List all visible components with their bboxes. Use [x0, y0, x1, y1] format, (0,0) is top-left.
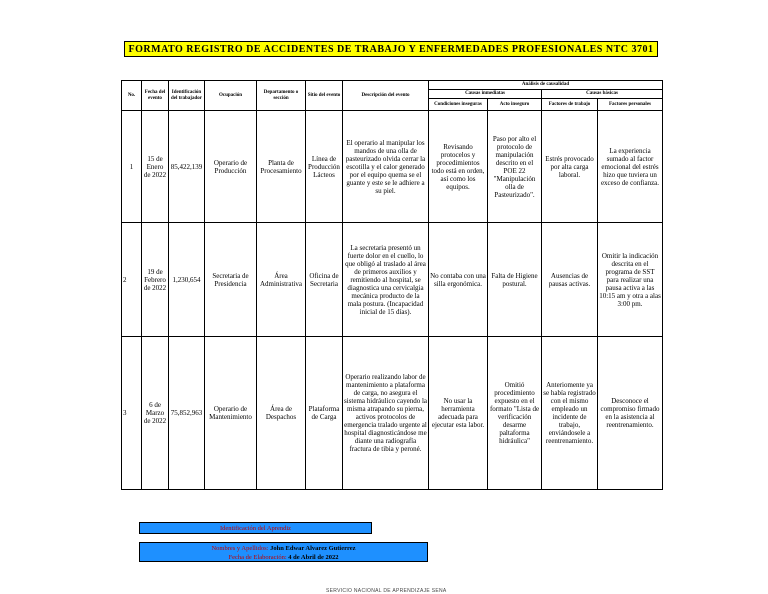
unsafe-condition: No usar la herramienta adecuada para ejecutar esta labor.	[429, 337, 488, 490]
worker-id: 1,230,654	[169, 223, 205, 337]
table-row	[122, 223, 663, 337]
date-label: Fecha de Elaboración:	[228, 554, 287, 561]
header-descripcion: Descripción del evento	[343, 81, 429, 111]
work-factor: Anteriomente ya se había registrado con el mismo empleado un incidente de trabajo, enviándosele a reentrenamiento.	[542, 337, 598, 490]
apprentice-section-title: Identificación del Aprendiz	[139, 522, 372, 534]
date-line	[140, 553, 427, 562]
event-site: Oficina de Secretaria	[306, 223, 343, 337]
name-line	[140, 544, 427, 553]
personal-factor: Omitir la indicación descrita en el programa de SST para realizar una pausa activa a las 10:15 am y otra a alas 3:00 pm.	[598, 223, 663, 337]
department: Planta de Procesamiento	[257, 111, 306, 223]
form-title: FORMATO REGISTRO DE ACCIDENTES DE TRABAJO Y ENFERMEDADES PROFESIONALES NTC 3701	[124, 41, 658, 57]
work-factor: Ausencias de pausas activas.	[542, 223, 598, 337]
date-value: 4 de Abril de 2022	[288, 554, 339, 561]
header-analisis: Análisis de causalidad	[429, 81, 663, 90]
name-label: Nombres y Apellidos:	[211, 545, 269, 552]
header-condiciones: Condiciones inseguras	[429, 99, 488, 111]
unsafe-condition: Revisando protocelos y procedimientos todo está en orden, así como los equipos.	[429, 111, 488, 223]
event-description: Operario realizando labor de mantenimiento a plataforma de carga, no asegura el sistema hidráulico cayendo la misma atrapando su pierna, activos protocolos de emergencia tralado urgente al hospital diagnosticándose me diante una radiografía fractura de tibia y peroné.	[343, 337, 429, 490]
header-actos: Acto inseguro	[488, 99, 542, 111]
header-row-analysis	[122, 81, 663, 90]
event-site: Línea de Producción Lácteos	[306, 111, 343, 223]
personal-factor: La experiencia sumado al factor emocional del estrés hizo que tuviera un exceso de confianza.	[598, 111, 663, 223]
header-causas-basicas: Causas básicas	[542, 90, 663, 99]
header-no: No.	[122, 81, 142, 111]
event-date: 15 de Enero de 2022	[142, 111, 169, 223]
header-causas-inmediatas: Causas inmediatas	[429, 90, 542, 99]
event-site: Plataforma de Carga	[306, 337, 343, 490]
apprentice-info-box	[139, 542, 428, 562]
header-factores-personales: Factores personales	[598, 99, 663, 111]
accident-register-table	[121, 80, 663, 490]
table-row	[122, 337, 663, 490]
occupation: Operario de Mantenimiento	[205, 337, 257, 490]
event-description: La secretaria presentó un fuerte dolor en el cuello, lo que obligó al traslado al área de primeros auxilios y remitiendo al hospital, se diagnostica una cervicalgia mecánica producto de la mala postura. (Incapacidad inicial de 15 días).	[343, 223, 429, 337]
name-value: John Edwar Alvarez Gutierrez	[270, 545, 356, 552]
header-identificacion: Identificación del trabajador	[169, 81, 205, 111]
header-ocupacion: Ocupación	[205, 81, 257, 111]
header-departamento: Departamento o sección	[257, 81, 306, 111]
occupation: Operario de Producción	[205, 111, 257, 223]
department: Área Administrativa	[257, 223, 306, 337]
unsafe-condition: No contaba con una silla ergonómica.	[429, 223, 488, 337]
occupation: Secretaria de Presidencia	[205, 223, 257, 337]
header-sitio: Sitio del evento	[306, 81, 343, 111]
worker-id: 75,852,963	[169, 337, 205, 490]
department: Área de Despachos	[257, 337, 306, 490]
row-number: 1	[122, 111, 142, 223]
event-date: 6 de Marzo de 2022	[142, 337, 169, 490]
unsafe-act: Falta de Higiene postural.	[488, 223, 542, 337]
event-description: El operario al manipular los mandos de una olla de pasteurizado olvida cerrar la escotilla y el calor generado por el equipo quema se el guante y este se le adhiere a su piel.	[343, 111, 429, 223]
event-date: 19 de Febrero de 2022	[142, 223, 169, 337]
unsafe-act: Omitió procedimiento expuesto en el formato "Lista de verificación desarme paltaforma hidráulica"	[488, 337, 542, 490]
work-factor: Estrés provocado por alta carga laboral.	[542, 111, 598, 223]
unsafe-act: Paso por alto el protocolo de manipulación descrito en el POE 22 "Manipulación olla de Pasteurizado".	[488, 111, 542, 223]
institution-footer: SERVICIO NACIONAL DE APRENDIZAJE SENA	[326, 588, 447, 594]
header-fecha: Fecha del evento	[142, 81, 169, 111]
header-factores-trabajo: Factores de trabajo	[542, 99, 598, 111]
row-number: 2	[122, 223, 142, 337]
row-number: 3	[122, 337, 142, 490]
personal-factor: Desconoce el compromiso firmado en la asistencia al reentrenamiento.	[598, 337, 663, 490]
worker-id: 85,422,139	[169, 111, 205, 223]
table-row	[122, 111, 663, 223]
